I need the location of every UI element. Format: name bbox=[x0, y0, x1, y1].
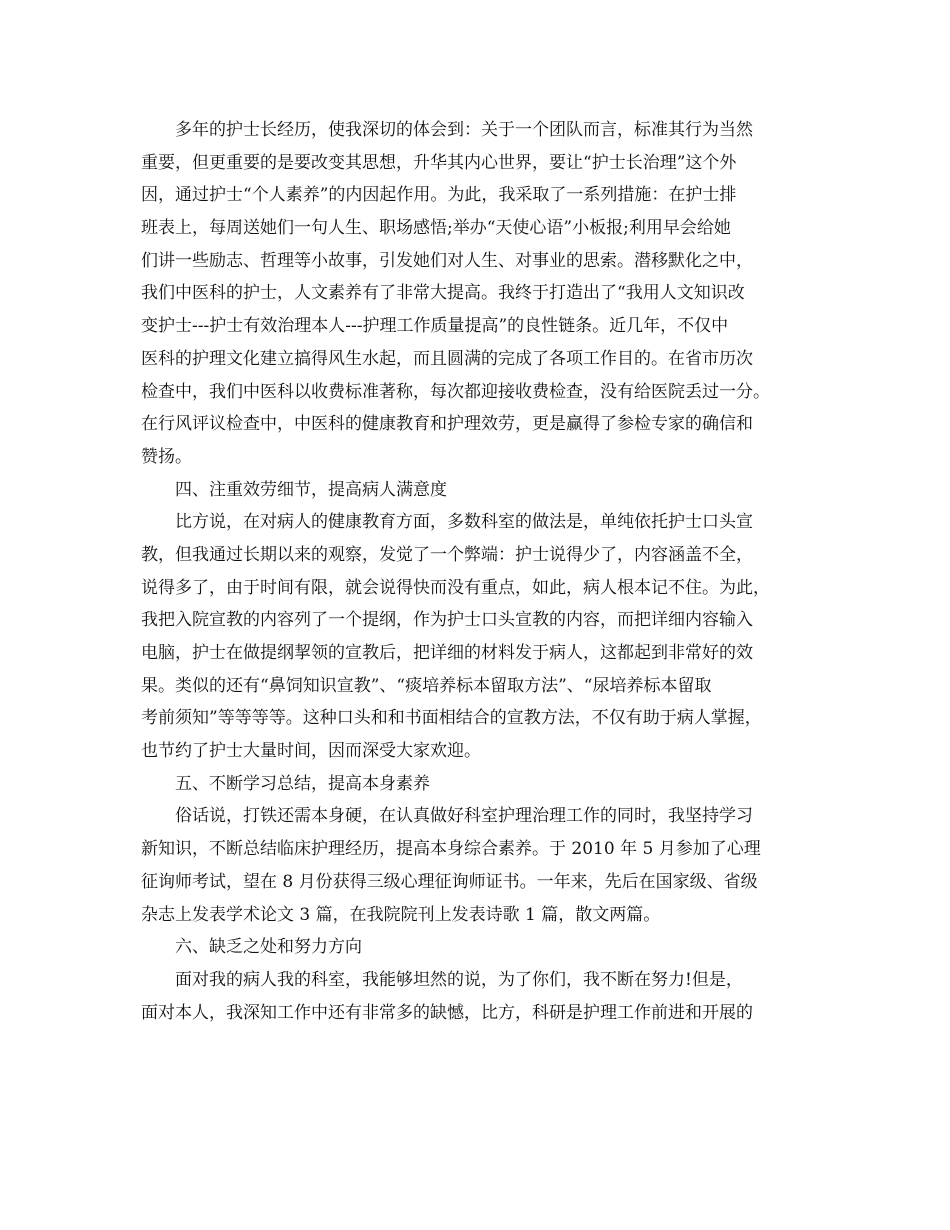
text-line: 检查中，我们中医科以收费标准著称，每次都迎接收费检查，没有给医院丢过一分。 bbox=[141, 381, 770, 402]
text-line: 考前须知”等等等等。这种口头和和书面相结合的宣教方法，不仅有助于病人掌握， bbox=[141, 708, 762, 729]
text-line: 征询师考试，望在 8 月份获得三级心理征询师证书。一年来，先后在国家级、省级 bbox=[141, 871, 758, 892]
text-line: 医科的护理文化建立搞得风生水起，而且圆满的完成了各项工作目的。在省市历次 bbox=[141, 348, 753, 369]
text-line: 俗话说，打铁还需本身硬，在认真做好科室护理治理工作的同时，我坚持学习 bbox=[175, 806, 753, 827]
text-line: 面对本人，我深知工作中还有非常多的缺憾，比方，科研是护理工作前进和开展的 bbox=[141, 1002, 753, 1023]
text-line: 杂志上发表学术论文 3 篇，在我院院刊上发表诗歌 1 篇，散文两篇。 bbox=[141, 904, 661, 925]
text-line: 面对我的病人我的科室，我能够坦然的说，为了你们，我不断在努力!但是， bbox=[175, 969, 743, 990]
text-line: 们讲一些励志、哲理等小故事，引发她们对人生、对事业的思索。潜移默化之中， bbox=[141, 250, 753, 271]
text-line: 也节约了护士大量时间，因而深受大家欢迎。 bbox=[141, 741, 481, 762]
text-line: 在行风评议检查中，中医科的健康教育和护理效劳，更是赢得了参检专家的确信和 bbox=[141, 414, 753, 435]
text-line: 教，但我通过长期以来的观察，发觉了一个弊端：护士说得少了，内容涵盖不全， bbox=[141, 544, 753, 565]
text-line: 比方说，在对病人的健康教育方面，多数科室的做法是，单纯依托护士口头宣 bbox=[175, 512, 753, 533]
text-line: 变护士---护士有效治理本人---护理工作质量提高”的良性链条。近几年，不仅中 bbox=[141, 316, 729, 337]
text-line: 我把入院宣教的内容列了一个提纲，作为护士口头宣教的内容，而把详细内容输入 bbox=[141, 610, 753, 631]
text-line: 我们中医科的护士，人文素养有了非常大提高。我终于打造出了“我用人文知识改 bbox=[141, 283, 745, 304]
text-line: 重要，但更重要的是要改变其思想，升华其内心世界，要让“护士长治理”这个外 bbox=[141, 152, 737, 173]
text-line: 五、不断学习总结，提高本身素养 bbox=[175, 773, 430, 794]
text-line: 因，通过护士“个人素养”的内因起作用。为此，我采取了一系列措施：在护士排 bbox=[141, 185, 737, 206]
text-line: 新知识，不断总结临床护理经历，提高本身综合素养。于 2010 年 5 月参加了心理 bbox=[141, 839, 761, 860]
text-line: 果。类似的还有“鼻饲知识宣教”、“痰培养标本留取方法”、“尿培养标本留取 bbox=[141, 675, 712, 696]
text-line: 电脑，护士在做提纲挈领的宣教后，把详细的材料发于病人，这都起到非常好的效 bbox=[141, 643, 753, 663]
text-line: 说得多了，由于时间有限，就会说得快而没有重点，如此，病人根本记不住。为此， bbox=[141, 577, 770, 598]
document-body bbox=[141, 114, 831, 1029]
text-line: 班表上，每周送她们一句人生、职场感悟;举办“天使心语”小板报;利用早会给她 bbox=[141, 218, 731, 239]
text-line: 四、注重效劳细节，提高病人满意度 bbox=[175, 479, 447, 500]
text-line: 赞扬。 bbox=[141, 446, 192, 467]
text-line: 六、缺乏之处和努力方向 bbox=[175, 937, 362, 958]
text-line: 多年的护士长经历，使我深切的体会到：关于一个团队而言，标准其行为当然 bbox=[175, 120, 753, 140]
